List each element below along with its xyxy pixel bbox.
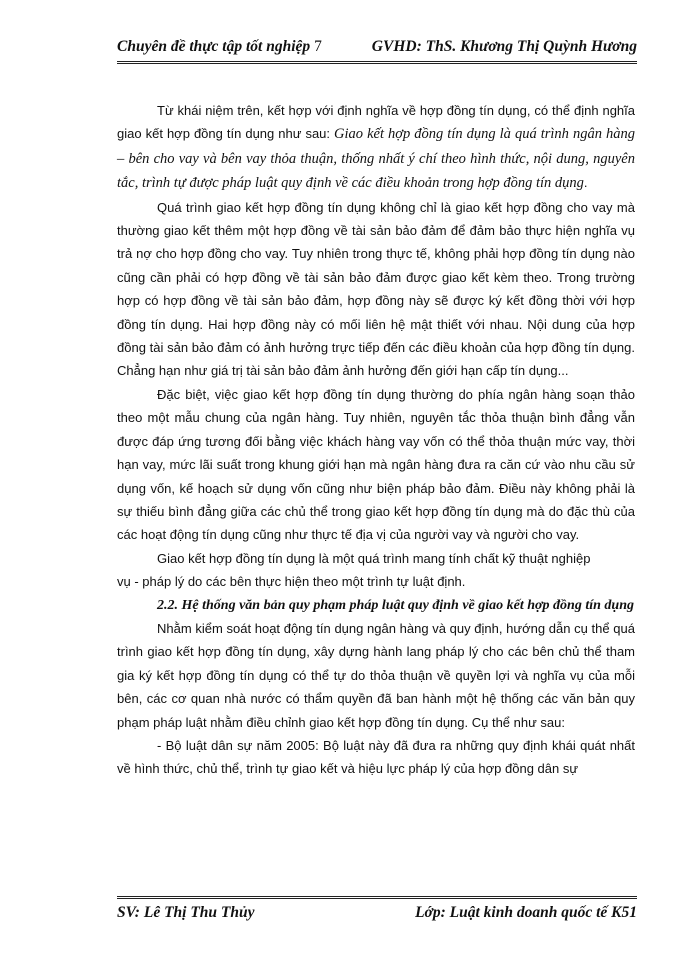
paragraph-bank-template: Đặc biệt, việc giao kết hợp đồng tín dụng thường do phía ngân hàng soạn thảo theo một mẫu chung của ngân hàng. Tuy nhiên, nguyên tắc thỏa thuận bình đẳng vẫn được đáp ứng tương đối bằng việc khách hàng vay vốn có thể thỏa thuận mức vay, thời hạn vay, mức lãi suất trong khung giới hạn mà ngân hàng đưa ra căn cứ vào nhu cầu sử dụng vốn, kế hoạch sử dụng vốn cũng như biện pháp bảo đảm. Điều này không phải là sự thiếu bình đẳng giữa các chủ thể trong giao kết hợp đồng tín dụng mà do đặc thù của các hoạt động tín dụng cũng như thực tế địa vị của người vay và người cho vay. [117, 386, 635, 543]
paragraph-technical-process-a: Giao kết hợp đồng tín dụng là một quá trình mang tính chất kỹ thuật nghiệp [157, 550, 591, 566]
section-heading: 2.2. Hệ thống văn bản quy phạm pháp luật quy định về giao kết hợp đồng tín dụng [157, 597, 634, 613]
paragraph-legal-system: Nhằm kiểm soát hoạt động tín dụng ngân hàng và quy định, hướng dẫn cụ thể quá trình giao kết hợp đồng tín dụng, xây dựng hành lang pháp lý cho các bên chủ thể tham gia ký kết hợp đồng tín dụng có thể tự do thỏa thuận về quyền lợi và nghĩa vụ của mỗi bên, các cơ quan nhà nước có thẩm quyền đã ban hành một hệ thống các văn bản quy phạm pháp luật nhằm điều chỉnh giao kết hợp đồng tín dụng. Cụ thể như sau: [117, 620, 635, 730]
paragraph-definition-italic: Giao kết hợp đồng tín dụng là quá trình ngân hàng – bên cho vay và bên vay thỏa thuận, thống nhất ý chí theo hình thức, nội dung, nguyên tắc, trình tự được pháp luật quy định về các điều khoản trong hợp đồng tín dụng [117, 126, 635, 192]
header-title: Chuyên đề thực tập tốt nghiệp [117, 38, 311, 55]
paragraph-definition [117, 99, 635, 196]
document-body [117, 99, 635, 781]
paragraph-definition-intro: Từ khái niệm trên, kết hợp với định nghĩa về hợp đồng tín dụng, có thể định nghĩa giao kết hợp đồng tín dụng như sau: [117, 103, 635, 142]
page-header [117, 38, 637, 64]
paragraph-technical-process-b: vụ - pháp lý do các bên thực hiện theo một trình tự luật định. [117, 574, 466, 590]
page-number: 7 [314, 38, 322, 55]
footer-divider [117, 896, 637, 899]
header-advisor: GVHD: ThS. Khương Thị Quỳnh Hương [371, 38, 637, 55]
paragraph-civil-code: - Bộ luật dân sự năm 2005: Bộ luật này đã đưa ra những quy định khái quát nhất về hình thức, chủ thể, trình tự giao kết và hiệu lực pháp lý của hợp đồng dân sự [117, 737, 635, 777]
footer-student: SV: Lê Thị Thu Thủy [117, 904, 255, 921]
paragraph-definition-end: . [583, 175, 588, 191]
paragraph-collateral: Quá trình giao kết hợp đồng tín dụng không chỉ là giao kết hợp đồng cho vay mà thường giao kết thêm một hợp đồng về tài sản bảo đảm để đảm bảo thực hiện nghĩa vụ trả nợ cho hợp đồng cho vay. Tuy nhiên trong thực tế, không phải hợp đồng tín dụng nào cũng cần phải có hợp đồng về tài sản bảo đảm được giao kết kèm theo. Trong trường hợp có hợp đồng về tài sản bảo đảm, hợp đồng này sẽ được ký kết đồng thời với hợp đồng tín dụng. Hai hợp đồng này có mối liên hệ mật thiết với nhau. Nội dung của hợp đồng tài sản bảo đảm có ảnh hưởng trực tiếp đến các điều khoản của hợp đồng tín dụng. Chẳng hạn như giá trị tài sản bảo đảm ảnh hưởng đến giới hạn cấp tín dụng... [117, 199, 635, 379]
footer-class: Lớp: Luật kinh doanh quốc tế K51 [415, 904, 637, 921]
header-left [117, 38, 322, 56]
page-footer [117, 904, 637, 928]
